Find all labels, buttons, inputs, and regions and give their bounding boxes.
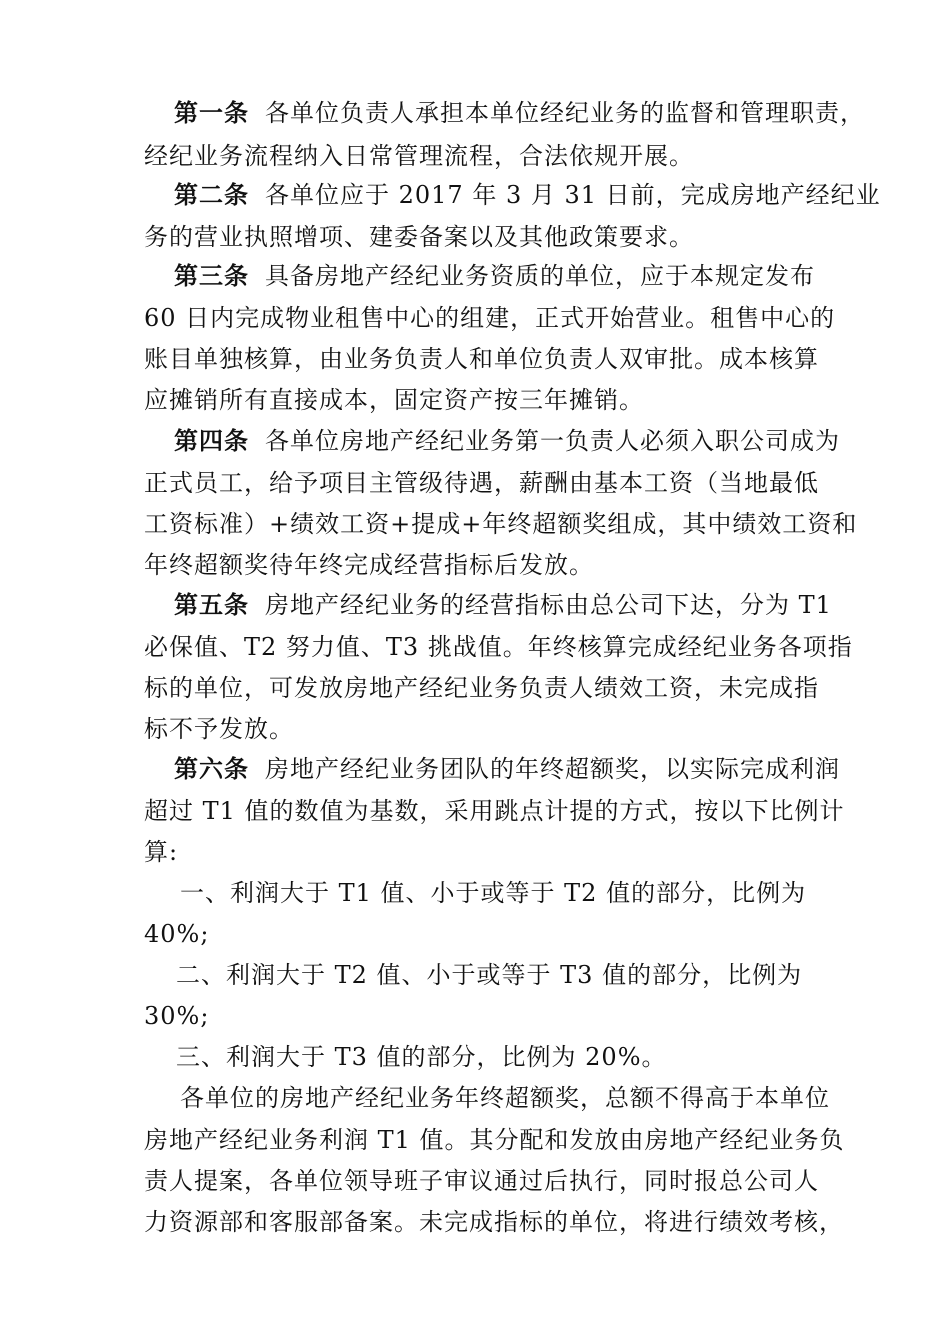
article-2-line-2: 务的营业执照增项、建委备案以及其他政策要求。: [144, 223, 694, 251]
article-2-heading: 第二条: [174, 181, 249, 209]
article-6-heading: 第六条: [174, 755, 249, 783]
article-1-text-1: 各单位负责人承担本单位经纪业务的监督和管理职责，: [265, 99, 865, 127]
article-5-heading: 第五条: [174, 591, 249, 619]
article-3-text-1: 具备房地产经纪业务资质的单位，应于本规定发布: [265, 262, 815, 290]
article-5-text-1: 房地产经纪业务的经营指标由总公司下达，分为 T1: [265, 591, 832, 619]
article-4-line-4: 年终超额奖待年终完成经营指标后发放。: [144, 551, 594, 579]
ratio-item-1-line-2: 40%;: [144, 920, 210, 948]
article-4-line-3: 工资标准）+绩效工资+提成+年终超额奖组成，其中绩效工资和: [144, 510, 858, 538]
article-6-line-1: [174, 754, 854, 784]
article-3-line-3: 账目单独核算，由业务负责人和单位负责人双审批。成本核算: [144, 345, 819, 373]
article-1-heading: 第一条: [174, 99, 249, 127]
article-4-line-2: 正式员工，给予项目主管级待遇，薪酬由基本工资（当地最低: [144, 469, 819, 497]
article-5-line-1: [174, 590, 854, 620]
closing-line-3: 责人提案，各单位领导班子审议通过后执行，同时报总公司人: [144, 1167, 819, 1195]
article-3-line-4: 应摊销所有直接成本，固定资产按三年摊销。: [144, 386, 644, 414]
article-4-text-1: 各单位房地产经纪业务第一负责人必须入职公司成为: [265, 427, 840, 455]
article-3-line-1: [174, 261, 854, 291]
article-4-line-1: [174, 426, 854, 456]
article-6-line-2: 超过 T1 值的数值为基数，采用跳点计提的方式，按以下比例计: [144, 797, 845, 825]
ratio-item-1-line-1: 一、利润大于 T1 值、小于或等于 T2 值的部分，比例为: [180, 879, 807, 907]
article-4-heading: 第四条: [174, 427, 249, 455]
article-3-line-2: 60 日内完成物业租售中心的组建，正式开始营业。租售中心的: [144, 304, 836, 332]
ratio-item-2-line-2: 30%;: [144, 1002, 210, 1030]
ratio-item-3: 三、利润大于 T3 值的部分，比例为 20%。: [176, 1043, 667, 1071]
closing-line-2: 房地产经纪业务利润 T1 值。其分配和发放由房地产经纪业务负: [144, 1126, 845, 1154]
article-5-line-2: 必保值、T2 努力值、T3 挑战值。年终核算完成经纪业务各项指: [144, 633, 853, 661]
closing-line-1: 各单位的房地产经纪业务年终超额奖，总额不得高于本单位: [180, 1084, 830, 1112]
article-6-line-3: 算:: [144, 838, 179, 866]
article-5-line-3: 标的单位，可发放房地产经纪业务负责人绩效工资，未完成指: [144, 674, 819, 702]
article-1-line-1: [174, 98, 865, 128]
article-6-text-1: 房地产经纪业务团队的年终超额奖，以实际完成利润: [265, 755, 840, 783]
article-3-heading: 第三条: [174, 262, 249, 290]
article-2-text-1: 各单位应于 2017 年 3 月 31 日前，完成房地产经纪业: [265, 181, 881, 209]
closing-line-4: 力资源部和客服部备案。未完成指标的单位，将进行绩效考核，: [144, 1208, 844, 1236]
article-1-line-2: 经纪业务流程纳入日常管理流程，合法依规开展。: [144, 142, 694, 170]
ratio-item-2-line-1: 二、利润大于 T2 值、小于或等于 T3 值的部分，比例为: [176, 961, 803, 989]
article-2-line-1: [174, 180, 881, 210]
article-5-line-4: 标不予发放。: [144, 715, 294, 743]
